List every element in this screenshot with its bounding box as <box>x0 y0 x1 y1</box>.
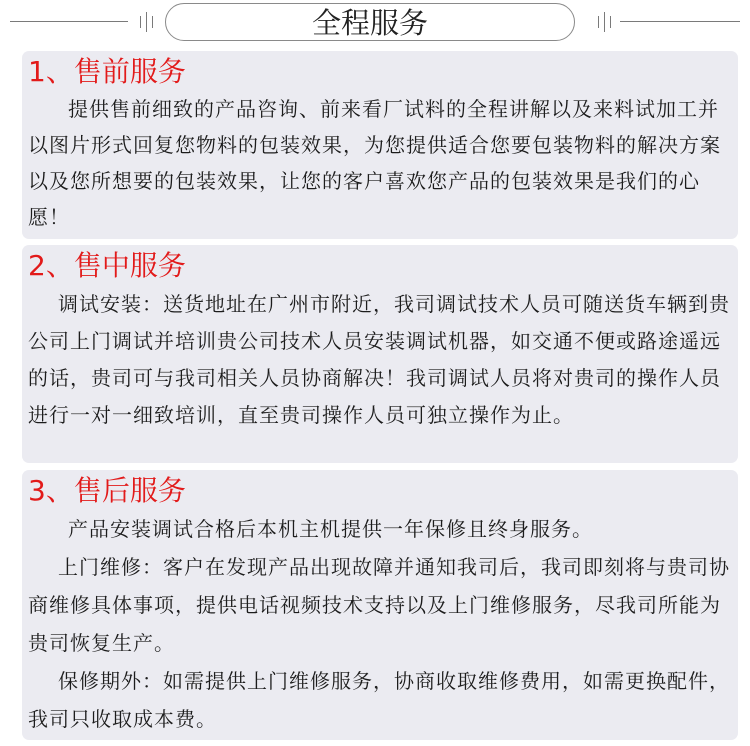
right-divider-ticks <box>596 12 612 32</box>
title-box <box>165 3 575 41</box>
after-sale-paragraph-out-of-warranty: 保修期外：如需提供上门维修服务，协商收取维修费用，如需更换配件，我司只收取成本费。 <box>28 669 730 731</box>
in-sale-paragraph: 调试安装：送货地址在广州市附近，我司调试技术人员可随送货车辆到贵公司上门调试并培训贵公司技术人员安装调试机器，如交通不便或路途遥远的话，贵司可与我司相关人员协商解决！我司调试人员将对贵司的操作人员进行一对一细致培训，直至贵司操作人员可独立操作为止。 <box>28 292 730 427</box>
after-sale-paragraph-warranty: 产品安装调试合格后本机主机提供一年保修且终身服务。 <box>68 517 593 541</box>
right-divider-line <box>620 21 740 22</box>
pre-sale-paragraph: 提供售前细致的产品咨询、前来看厂试料的全程讲解以及来料试加工并以图片形式回复您物料的包装效果，为您提供适合您要包装物料的解决方案以及您所想要的包装效果，让您的客户喜欢您产品的包装效果是我们的心愿！ <box>28 97 721 229</box>
after-sale-heading: 3、售后服务 <box>28 474 186 507</box>
page-title: 全程服务 <box>311 6 428 40</box>
after-sale-body <box>28 510 730 738</box>
left-divider-line <box>10 21 128 22</box>
pre-sale-heading: 1、售前服务 <box>28 55 186 88</box>
after-sale-service-panel <box>22 470 738 740</box>
header <box>0 0 750 44</box>
pre-sale-body <box>28 91 730 235</box>
in-sale-heading: 2、售中服务 <box>28 249 186 282</box>
left-divider-ticks <box>138 12 154 32</box>
pre-sale-service-panel <box>22 51 738 239</box>
in-sale-service-panel <box>22 245 738 463</box>
in-sale-body <box>28 286 730 434</box>
after-sale-paragraph-onsite-repair: 上门维修：客户在发现产品出现故障并通知我司后，我司即刻将与贵司协商维修具体事项，提供电话视频技术支持以及上门维修服务，尽我司所能为贵司恢复生产。 <box>28 555 730 655</box>
